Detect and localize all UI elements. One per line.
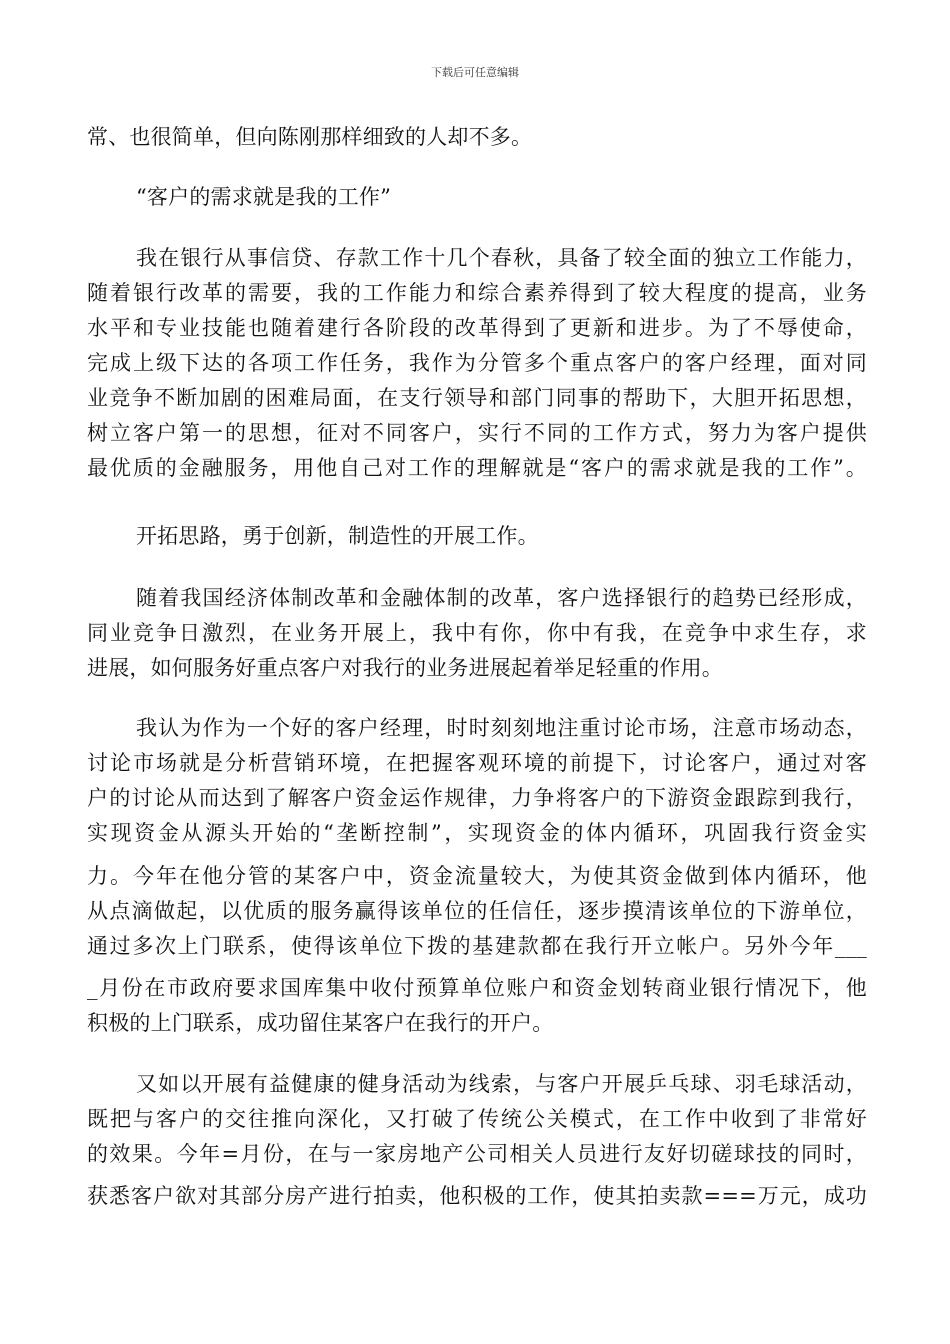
text-line: 我在银行从事信贷、存款工作十几个春秋，具备了较全面的独立工作能力， (136, 246, 867, 270)
text-line: 户的讨论从而达到了解客户资金运作规律，力争将客户的下游资金跟踪到我行， (87, 786, 867, 810)
text-line: 获悉客户欲对其部分房产进行拍卖，他积极的工作，使其拍卖款===万元，成功 (87, 1184, 867, 1208)
text-line: 业竞争不断加剧的困难局面，在支行领导和部门同事的帮助下，大胆开拓思想， (87, 386, 867, 410)
text-line: 完成上级下达的各项工作任务，我作为分管多个重点客户的客户经理，面对同 (87, 351, 867, 375)
text-line: 我认为作为一个好的客户经理，时时刻刻地注重讨论市场，注意市场动态， (136, 716, 867, 740)
text-line: 进展，如何服务好重点客户对我行的业务进展起着举足轻重的作用。 (87, 656, 723, 680)
page-header: 下载后可任意编辑 (431, 66, 519, 79)
text-line: 的效果。今年=月份，在与一家房地产公司相关人员进行友好切磋球技的同时， (87, 1142, 867, 1166)
text-line: 随着我国经济体制改革和金融体制的改革，客户选择银行的趋势已经形成， (136, 586, 867, 610)
text-line: 从点滴做起，以优质的服务赢得该单位的任信任，逐步摸清该单位的下游单位， (87, 899, 867, 923)
text-line: 通过多次上门联系，使得该单位下拨的基建款都在我行开立帐户。另外今年___ (87, 934, 867, 958)
section-heading: 开拓思路，勇于创新，制造性的开展工作。 (136, 524, 539, 548)
text-line: 实现资金从源头开始的“垄断控制”，实现资金的体内循环，巩固我行资金实 (87, 821, 867, 845)
section-heading: “客户的需求就是我的工作” (136, 185, 392, 209)
text-line: 树立客户第一的思想，征对不同客户，实行不同的工作方式，努力为客户提供 (87, 421, 867, 445)
text-line: 积极的上门联系，成功留住某客户在我行的开户。 (87, 1011, 554, 1035)
text-line: 常、也很简单，但向陈刚那样细致的人却不多。 (87, 125, 533, 149)
text-line: 随着银行改革的需要，我的工作能力和综合素养得到了较大程度的提高，业务 (87, 281, 867, 305)
text-line: 最优质的金融服务，用他自己对工作的理解就是“客户的需求就是我的工作”。 (87, 456, 867, 480)
text-line: 既把与客户的交往推向深化，又打破了传统公关模式，在工作中收到了非常好 (87, 1107, 867, 1131)
text-line: 同业竞争日激烈，在业务开展上，我中有你，你中有我，在竞争中求生存，求 (87, 621, 867, 645)
text-line: 力。今年在他分管的某客户中，资金流量较大，为使其资金做到体内循环，他 (87, 864, 867, 888)
text-line: 又如以开展有益健康的健身活动为线索，与客户开展乒乓球、羽毛球活动， (136, 1072, 867, 1096)
text-line: 水平和专业技能也随着建行各阶段的改革得到了更新和进步。为了不辱使命， (87, 316, 867, 340)
text-line: 讨论市场就是分析营销环境，在把握客观环境的前提下，讨论客户，通过对客 (87, 751, 867, 775)
text-line: _月份在市政府要求国库集中收付预算单位账户和资金划转商业银行情况下，他 (87, 976, 867, 1000)
